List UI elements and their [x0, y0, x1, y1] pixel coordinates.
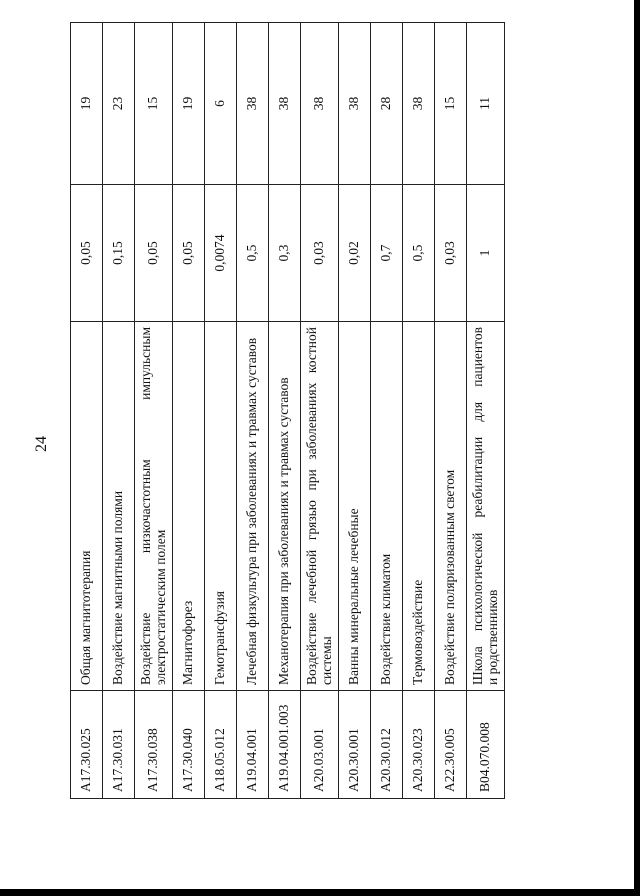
service-name: Механотерапия при заболеваниях и травмах суставов	[269, 322, 301, 691]
multiplicity-value: 28	[371, 23, 403, 185]
service-code: A17.30.038	[135, 691, 173, 799]
multiplicity-value: 38	[269, 23, 301, 185]
service-name: Воздействие поляризованным светом	[435, 322, 467, 691]
service-code: B04.070.008	[467, 691, 505, 799]
service-name-line-1: Воздействие лечебной грязью при заболеваниях костной	[303, 327, 319, 685]
table-row	[371, 23, 403, 799]
table-row	[339, 23, 371, 799]
table-row	[269, 23, 301, 799]
service-name-line-2: системы	[318, 636, 334, 685]
multiplicity-value: 38	[403, 23, 435, 185]
service-code: A17.30.031	[103, 691, 135, 799]
service-name-line-2: и родственников	[484, 589, 500, 685]
multiplicity-value: 19	[71, 23, 103, 185]
service-name: Воздействие магнитными полями	[103, 322, 135, 691]
service-name: Лечебная физкультура при заболеваниях и травмах суставов	[237, 322, 269, 691]
table-row	[135, 23, 173, 799]
table-row	[103, 23, 135, 799]
frequency-value: 0,3	[269, 185, 301, 322]
page-number: 24	[33, 436, 50, 452]
service-code: A17.30.040	[173, 691, 205, 799]
multiplicity-value: 6	[205, 23, 237, 185]
frequency-value: 0,03	[435, 185, 467, 322]
table-row	[205, 23, 237, 799]
multiplicity-value: 23	[103, 23, 135, 185]
table-row	[71, 23, 103, 799]
frequency-value: 0,05	[71, 185, 103, 322]
service-name: Воздействие климатом	[371, 322, 403, 691]
table-row	[301, 23, 339, 799]
table-row	[467, 23, 505, 799]
multiplicity-value: 11	[467, 23, 505, 185]
multiplicity-value: 15	[135, 23, 173, 185]
service-name: Общая магнитотерапия	[71, 322, 103, 691]
service-code: A19.04.001	[237, 691, 269, 799]
service-code: A20.30.001	[339, 691, 371, 799]
frequency-value: 0,02	[339, 185, 371, 322]
table-row	[173, 23, 205, 799]
service-name-line-2: электростатическим полем	[152, 529, 168, 685]
frequency-value: 1	[467, 185, 505, 322]
service-code: A20.30.012	[371, 691, 403, 799]
service-name	[135, 322, 173, 691]
table-row	[237, 23, 269, 799]
multiplicity-value: 38	[301, 23, 339, 185]
service-name-line-1: Воздействие низкочастотным импульсным	[137, 327, 153, 685]
frequency-value: 0,7	[371, 185, 403, 322]
frequency-value: 0,05	[135, 185, 173, 322]
service-code: A18.05.012	[205, 691, 237, 799]
services-table	[70, 22, 505, 799]
service-name: Термовоздействие	[403, 322, 435, 691]
frequency-value: 0,03	[301, 185, 339, 322]
multiplicity-value: 15	[435, 23, 467, 185]
multiplicity-value: 19	[173, 23, 205, 185]
table-row	[435, 23, 467, 799]
frequency-value: 0,15	[103, 185, 135, 322]
service-code: A17.30.025	[71, 691, 103, 799]
frequency-value: 0,5	[237, 185, 269, 322]
service-name-line-1: Школа психологической реабилитации для пациентов	[469, 327, 485, 685]
scan-edge	[634, 0, 640, 896]
frequency-value: 0,0074	[205, 185, 237, 322]
service-code: A20.03.001	[301, 691, 339, 799]
service-name	[467, 322, 505, 691]
frequency-value: 0,05	[173, 185, 205, 322]
service-name	[301, 322, 339, 691]
service-code: A19.04.001.003	[269, 691, 301, 799]
service-name: Гемотрансфузия	[205, 322, 237, 691]
service-name: Магнитофорез	[173, 322, 205, 691]
table-row	[403, 23, 435, 799]
multiplicity-value: 38	[237, 23, 269, 185]
service-code: A22.30.005	[435, 691, 467, 799]
service-name: Ванны минеральные лечебные	[339, 322, 371, 691]
multiplicity-value: 38	[339, 23, 371, 185]
frequency-value: 0,5	[403, 185, 435, 322]
service-code: A20.30.023	[403, 691, 435, 799]
